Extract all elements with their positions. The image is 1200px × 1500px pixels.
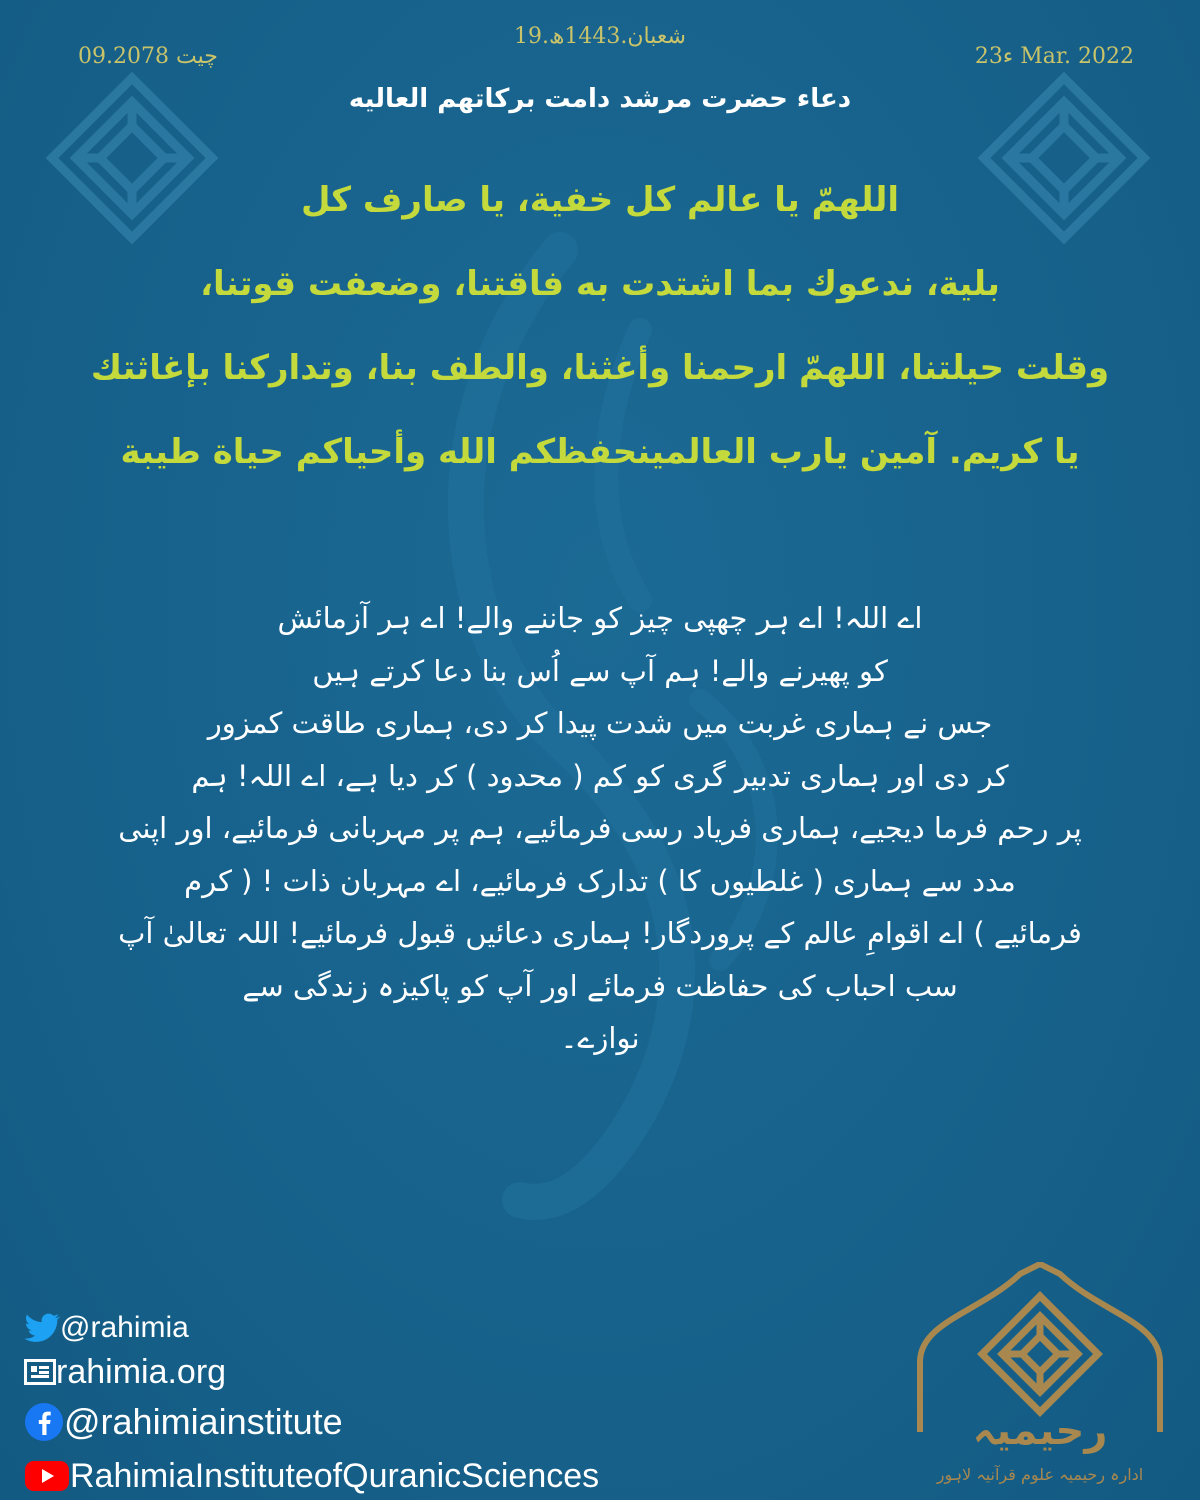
urdu-line: فرمائیے ) اے اقوامِ عالم کے پروردگار! ہماری دعائیں قبول فرمائیے! اللہ تعالیٰ آپ [118,916,1082,950]
youtube-icon [24,1460,70,1492]
urdu-line: کر دی اور ہماری تدبیر گری کو کم ( محدود ) کر دیا ہے، اے اللہ! ہم [191,758,1009,793]
youtube-channel: RahimiaInstituteofQuranicSciences [70,1456,600,1495]
logo-subtitle: ادارہ رحیمیہ علوم قرآنیہ لاہور [936,1465,1144,1484]
facebook-handle: @rahimiainstitute [64,1401,343,1442]
arabic-line: وقلت حيلتنا، اللهمّ ارحمنا وأغثنا، والطف بنا، وتداركنا بإغاثتك [90,348,1110,388]
urdu-line: کو پھیرنے والے! ہم آپ سے اُس بنا دعا کرتے ہیں [312,653,888,688]
social-website[interactable] [24,1350,599,1394]
website-icon [24,1359,56,1385]
urdu-translation [100,592,1100,1065]
twitter-icon [24,1313,60,1343]
date-gregorian: ء23 Mar. 2022 [974,44,1134,69]
social-facebook[interactable] [24,1394,599,1450]
urdu-line: پر رحم فرما دیجیے، ہماری فریاد رسی فرمائیے، ہم پر مہربانی فرمائیے، اور اپنی [118,811,1082,845]
website-url: rahimia.org [56,1352,227,1391]
arabic-line: يا كريم. آمين يارب العالمينحفظكم الله وأحياكم حياة طيبة [120,432,1080,472]
date-hijri: 19.شعبان.1443ھ [514,24,686,49]
social-youtube[interactable] [24,1450,599,1500]
urdu-line: مدد سے ہماری ( غلطیوں کا ) تدارک فرمائیے، اے مہربان ذات ! ( کرم [184,863,1016,898]
logo-name: رحیمیہ [972,1408,1108,1454]
twitter-handle: @rahimia [60,1311,189,1344]
page-title: دعاء حضرت مرشد دامت برکاتهم العالیه [348,84,852,114]
urdu-line: جس نے ہماری غربت میں شدت پیدا کر دی، ہماری طاقت کمزور [207,706,993,740]
institute-logo [900,1262,1180,1492]
urdu-line: سب احباب کی حفاظت فرمائے اور آپ کو پاکیزہ زندگی سے [242,968,958,1003]
date-bikram: 09.چیت 2078 [78,44,218,69]
urdu-line: اے اللہ! اے ہر چھپی چیز کو جاننے والے! اے ہر آزمائش [277,601,923,635]
arabic-line: اللهمّ یا عالم كل خفية، يا صارف كل [300,180,900,220]
social-links [24,1306,599,1500]
arabic-dua [80,158,1120,494]
social-twitter[interactable] [24,1306,599,1350]
arabic-line: بلية، ندعوك بما اشتدت به فاقتنا، وضعفت قوتنا، [200,264,1000,304]
urdu-line: نوازے۔ [560,1021,640,1055]
facebook-icon [24,1402,64,1442]
